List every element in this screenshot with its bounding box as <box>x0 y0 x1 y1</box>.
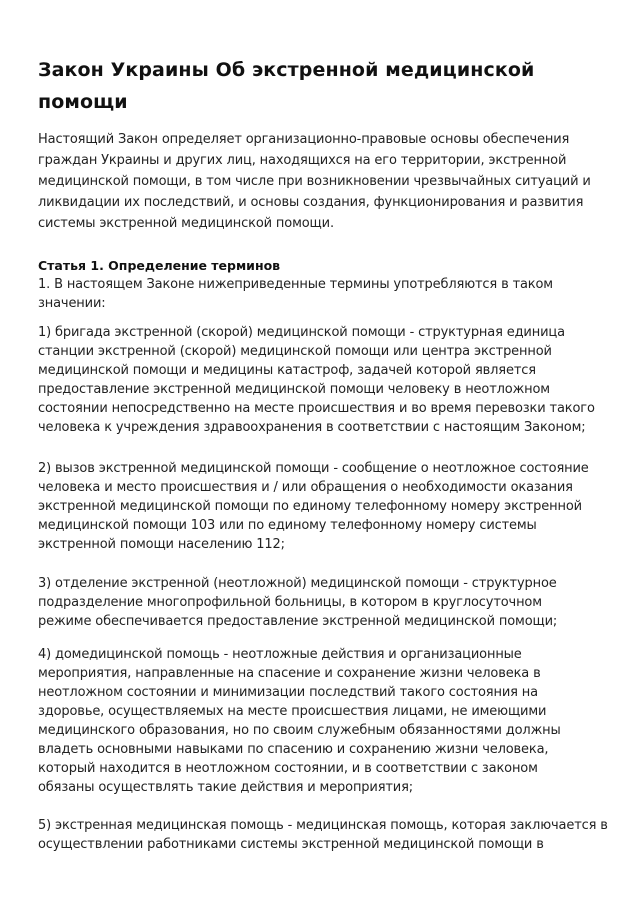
term-definition-2: 2) вызов экстренной медицинской помощи - сообщение о неотложное состояние человека и место происшествия и / или обращения о необходимости оказания экстренной медицинской помощи по единому телефонному номеру экстренной медицинской помощи 103 или по единому телефонному номеру системы экстренной помощи населению 112; <box>38 461 589 552</box>
preamble-paragraph: Настоящий Закон определяет организационно-правовые основы обеспечения граждан Украины и других лиц, находящихся на его территории, экстренной медицинской помощи, в том числе при возникновении чрезвычайных ситуаций и ликвидации их последствий, и основы создания, функционирования и развития системы экстренной медицинской помощи. <box>38 132 591 231</box>
term-definition-4: 4) домедицинской помощь - неотложные действия и организационные мероприятия, направленные на спасение и сохранение жизни человека в неотложном состоянии и минимизации последствий такого состояния на здоровье, осуществляемых на месте происшествия лицами, не имеющими медицинского образования, но по своим служебным обязанностями должны владеть основными навыками по спасению и сохранению жизни человека, который находится в неотложном состоянии, и в соответствии с законом обязаны осуществлять такие действия и мероприятия; <box>38 647 561 795</box>
document-title: Закон Украины Об экстренной медицинской помощи <box>38 59 535 113</box>
term-definition-5: 5) экстренная медицинская помощь - медицинская помощь, которая заключается в осуществлении работниками системы экстренной медицинской помощи в <box>38 818 608 852</box>
term-definition-1: 1) бригада экстренной (скорой) медицинской помощи - структурная единица станции экстренной (скорой) медицинской помощи или центра экстренной медицинской помощи и медицины катастроф, задачей которой является предоставление экстренной медицинской помощи человеку в неотложном состоянии непосредственно на месте происшествия и во время перевозки такого человека к учреждения здравоохранения в соответствии с настоящим Законом; <box>38 325 595 435</box>
article-lead-paragraph: 1. В настоящем Законе нижеприведенные термины употребляются в таком значении: <box>38 277 553 311</box>
article-1 <box>38 256 608 852</box>
article-heading: Статья 1. Определение терминов <box>38 258 281 273</box>
term-definition-3: 3) отделение экстренной (неотложной) медицинской помощи - структурное подразделение многопрофильной больницы, в котором в круглосуточном режиме обеспечивается предоставление экстренной медицинской помощи; <box>38 576 558 629</box>
